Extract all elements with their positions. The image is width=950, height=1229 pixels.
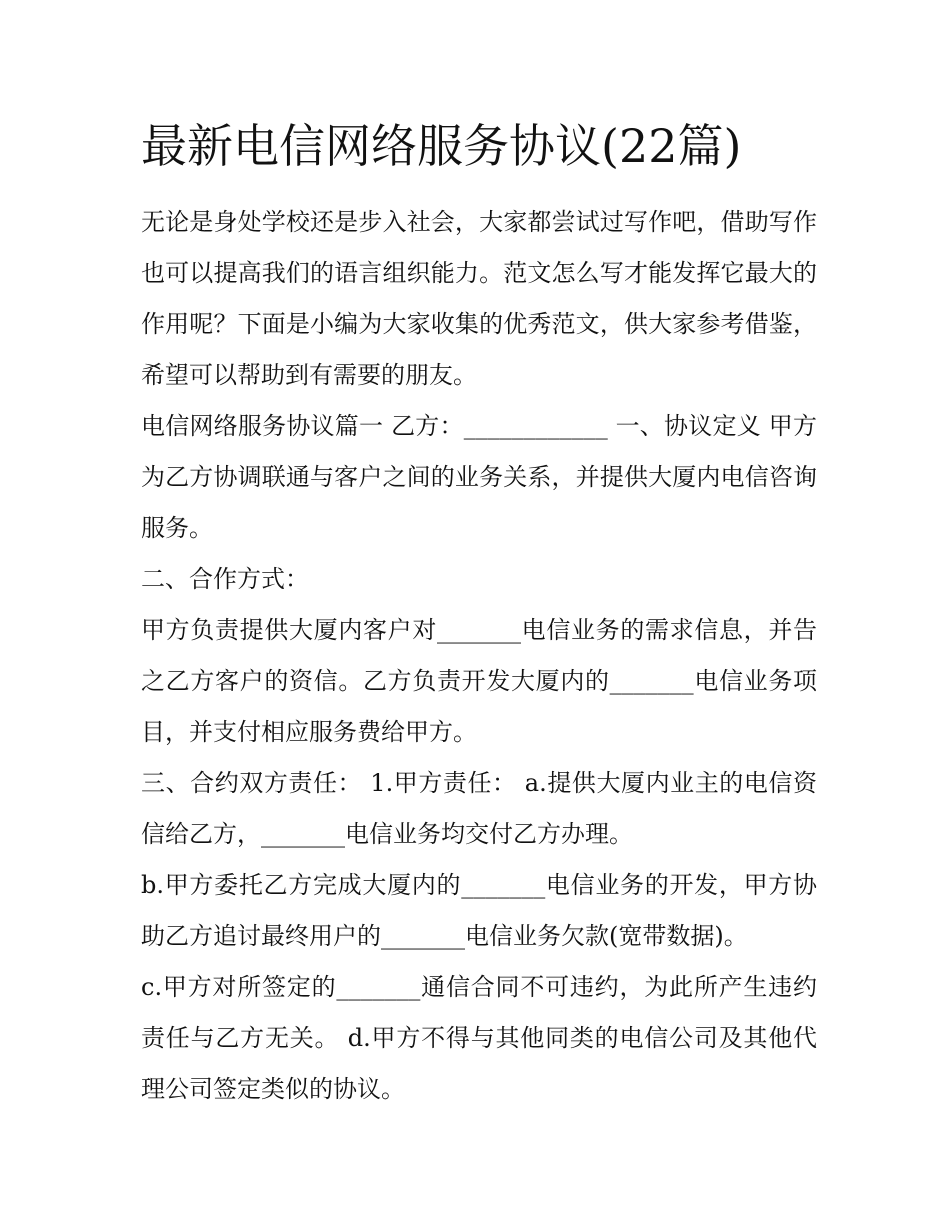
paragraph-cooperation-method: 甲方负责提供大厦内客户对_______电信业务的需求信息，并告之乙方客户的资信。乙方负责开发大厦内的_______电信业务项目，并支付相应服务费给甲方。 [141,616,817,746]
paragraph-agreement-definition: 电信网络服务协议篇一 乙方：____________ 一、协议定义 甲方为乙方协调联通与客户之间的业务关系，并提供大厦内电信咨询服务。 [141,412,817,542]
paragraph-responsibilities-cd: c.甲方对所签定的_______通信合同不可违约，为此所产生违约责任与乙方无关。 d.甲方不得与其他同类的电信公司及其他代理公司签定类似的协议。 [141,973,817,1103]
paragraph-cooperation-heading: 二、合作方式： [141,565,309,593]
document-title: 最新电信网络服务协议(22篇) [141,119,742,173]
paragraph-intro: 无论是身处学校还是步入社会，大家都尝试过写作吧，借助写作也可以提高我们的语言组织能力。范文怎么写才能发挥它最大的作用呢？下面是小编为大家收集的优秀范文，供大家参考借鉴，希望可以帮助到有需要的朋友。 [141,208,817,389]
paragraph-responsibilities-a: 三、合约双方责任： 1.甲方责任： a.提供大厦内业主的电信资信给乙方，_______电信业务均交付乙方办理。 [141,769,817,848]
document-body [141,197,817,1115]
paragraph-responsibilities-b: b.甲方委托乙方完成大厦内的_______电信业务的开发，甲方协助乙方追讨最终用户的_______电信业务欠款(宽带数据)。 [141,871,817,950]
